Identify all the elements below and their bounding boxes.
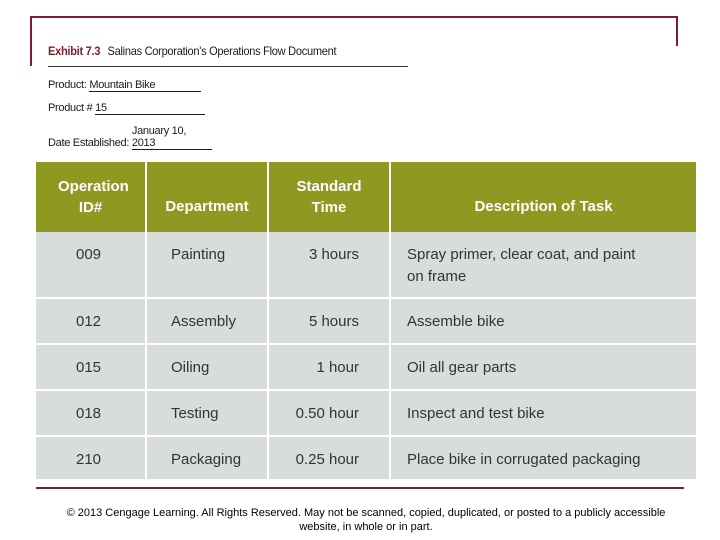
frame-top-rule: [30, 16, 678, 18]
cell-standard-time: 5 hours: [268, 298, 390, 344]
exhibit-title: Salinas Corporation's Operations Flow Document: [107, 44, 337, 58]
operations-table: [36, 162, 696, 481]
date-value: January 10, 2013: [132, 125, 212, 150]
header-description: Description of Task: [390, 162, 696, 232]
cell-standard-time: 0.25 hour: [268, 436, 390, 480]
frame-left-rule: [30, 16, 32, 66]
cell-description: Inspect and test bike: [390, 390, 696, 436]
product-number-value: 15: [95, 102, 205, 115]
cell-standard-time: 0.50 hour: [268, 390, 390, 436]
cell-department: Painting: [146, 232, 268, 298]
table-row: [36, 232, 696, 298]
header-operation-id: Operation ID#: [36, 162, 146, 232]
frame-right-rule: [676, 16, 678, 46]
date-label: Date Established:: [48, 137, 130, 149]
cell-standard-time: 3 hours: [268, 232, 390, 298]
exhibit-underline: [48, 66, 408, 67]
cell-department: Oiling: [146, 344, 268, 390]
cell-description: Place bike in corrugated packaging: [390, 436, 696, 480]
copyright-footer: © 2013 Cengage Learning. All Rights Reserved. May not be scanned, copied, duplicated, or posted to a publicly accessible website, in whole or in part.: [66, 507, 666, 533]
product-number-label: Product #: [48, 102, 93, 114]
cell-standard-time: 1 hour: [268, 344, 390, 390]
table-header-row: [36, 162, 696, 232]
cell-operation-id: 009: [36, 232, 146, 298]
header-department: Department: [146, 162, 268, 232]
table-row: [36, 298, 696, 344]
product-value: Mountain Bike: [89, 79, 201, 92]
product-number-line: [48, 102, 205, 115]
cell-description: Assemble bike: [390, 298, 696, 344]
cell-operation-id: 015: [36, 344, 146, 390]
cell-operation-id: 012: [36, 298, 146, 344]
cell-description: Oil all gear parts: [390, 344, 696, 390]
cell-description: Spray primer, clear coat, and paint on frame: [390, 232, 696, 298]
table-row: [36, 390, 696, 436]
cell-operation-id: 210: [36, 436, 146, 480]
cell-operation-id: 018: [36, 390, 146, 436]
cell-department: Testing: [146, 390, 268, 436]
product-label: Product:: [48, 79, 87, 91]
table-row: [36, 436, 696, 480]
frame-bottom-rule: [36, 487, 684, 489]
cell-department: Packaging: [146, 436, 268, 480]
header-standard-time: Standard Time: [268, 162, 390, 232]
table-row: [36, 344, 696, 390]
date-line: [48, 125, 212, 150]
exhibit-heading: [48, 44, 336, 58]
exhibit-number: Exhibit 7.3: [48, 44, 101, 58]
product-line: [48, 79, 201, 92]
cell-department: Assembly: [146, 298, 268, 344]
